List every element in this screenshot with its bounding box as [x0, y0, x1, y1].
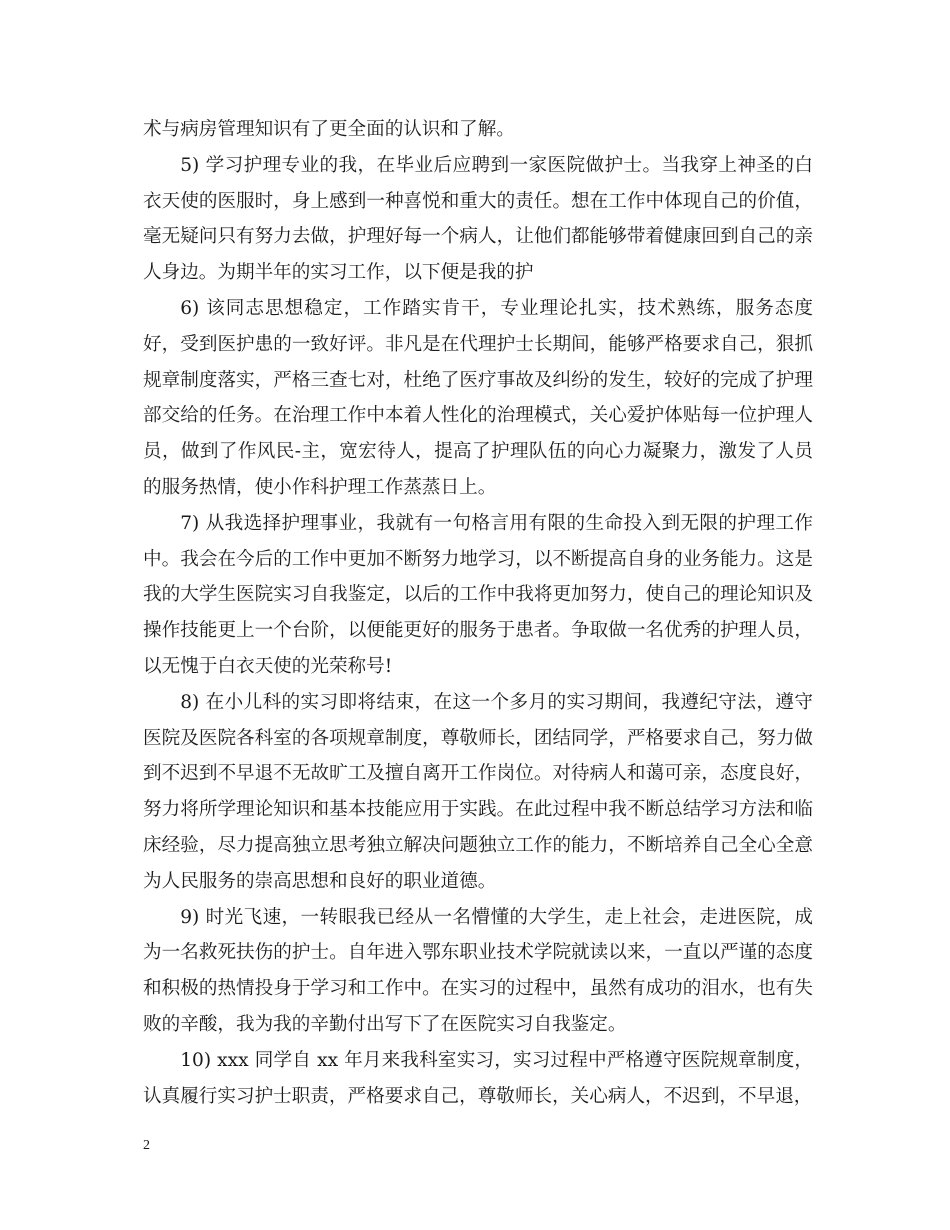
paragraph-item-9: 9) 时光飞速，一转眼我已经从一名懵懂的大学生，走上社会，走进医院，成为一名救死扶伤的护士。自年进入鄂东职业技术学院就读以来，一直以严谨的态度和积极的热情投身于学习和工作中。在实习的过程中，虽然有成功的泪水，也有失败的辛酸，我为我的辛勤付出写下了在医院实习自我鉴定。	[143, 906, 813, 1035]
paragraph-item-10: 10) xxx 同学自 xx 年月来我科室实习，实习过程中严格遵守医院规章制度，认真履行实习护士职责，严格要求自己，尊敬师长，关心病人，不迟到，不早退，	[143, 1049, 813, 1107]
paragraph-item-7: 7) 从我选择护理事业，我就有一句格言用有限的生命投入到无限的护理工作中。我会在今后的工作中更加不断努力地学习，以不断提高自身的业务能力。这是我的大学生医院实习自我鉴定，以后的工作中我将更加努力，使自己的理论知识及操作技能更上一个台阶，以便能更好的服务于患者。争取做一名优秀的护理人员，以无愧于白衣天使的光荣称号!	[143, 512, 813, 677]
page-number: 2	[143, 1138, 150, 1153]
paragraph-item-5: 5) 学习护理专业的我，在毕业后应聘到一家医院做护士。当我穿上神圣的白衣天使的医服时，身上感到一种喜悦和重大的责任。想在工作中体现自己的价值，毫无疑问只有努力去做，护理好每一个病人，让他们都能够带着健康回到自己的亲人身边。为期半年的实习工作，以下便是我的护	[143, 154, 813, 284]
paragraph-item-6: 6) 该同志思想稳定，工作踏实肯干，专业理论扎实，技术熟练，服务态度好，受到医护患的一致好评。非凡是在代理护士长期间，能够严格要求自己，狠抓规章制度落实，严格三查七对，杜绝了医疗事故及纠纷的发生，较好的完成了护理部交给的任务。在治理工作中本着人性化的治理模式，关心爱护体贴每一位护理人员，做到了作风民-主，宽宏待人，提高了护理队伍的向心力凝聚力，激发了人员的服务热情，使小作科护理工作蒸蒸日上。	[143, 297, 813, 498]
paragraph-item-8: 8) 在小儿科的实习即将结束，在这一个多月的实习期间，我遵纪守法，遵守医院及医院各科室的各项规章制度，尊敬师长，团结同学，严格要求自己，努力做到不迟到不早退不无故旷工及擅自离开工作岗位。对待病人和蔼可亲，态度良好，努力将所学理论知识和基本技能应用于实践。在此过程中我不断总结学习方法和临床经验，尽力提高独立思考独立解决问题独立工作的能力，不断培养自己全心全意为人民服务的崇高思想和良好的职业道德。	[143, 691, 813, 892]
document-body	[143, 112, 813, 1114]
paragraph-continuation: 术与病房管理知识有了更全面的认识和了解。	[143, 119, 515, 140]
